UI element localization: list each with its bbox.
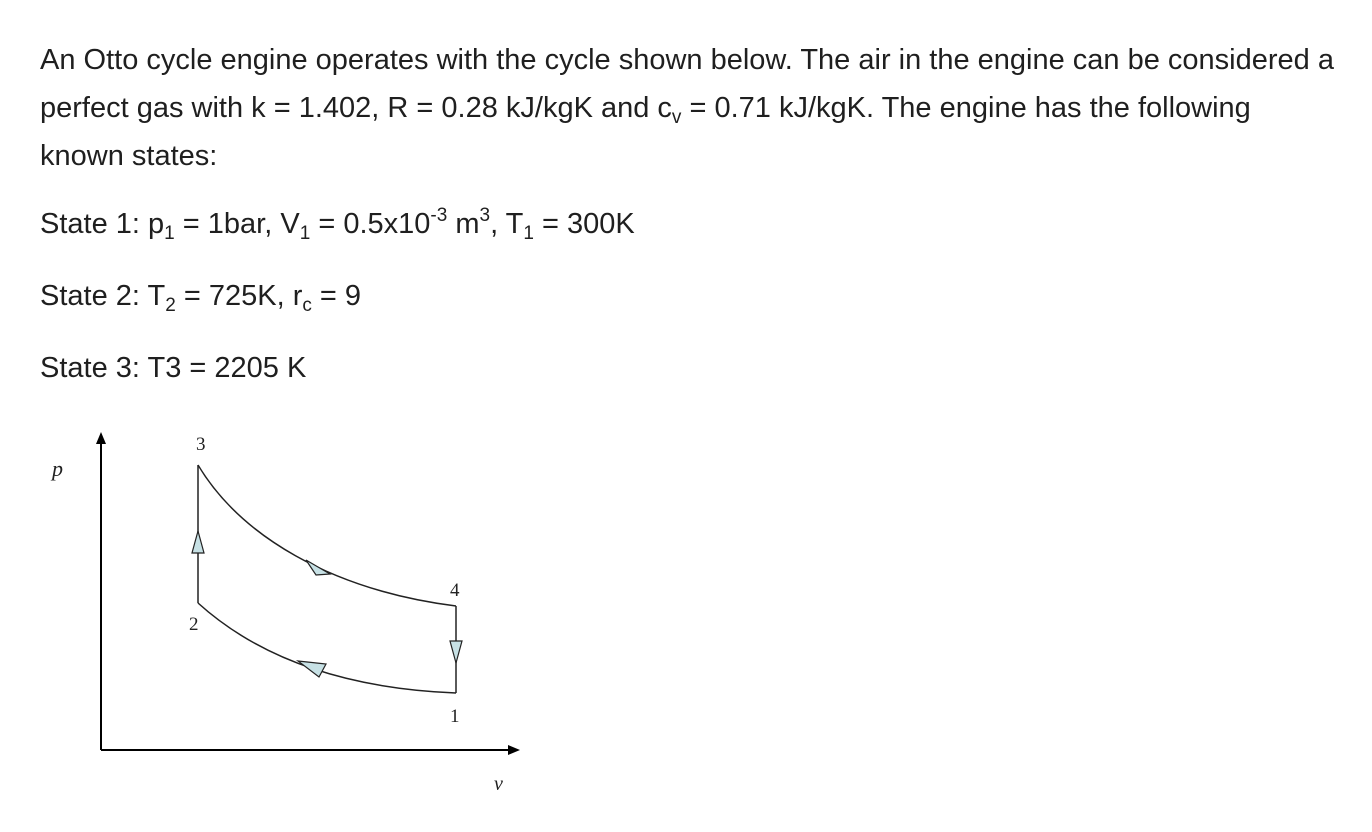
state-2-prefix: State 2: T: [40, 280, 166, 312]
state-1-unit: m: [447, 208, 480, 240]
intro-sub-v: v: [671, 107, 682, 128]
arrow-up-icon: [192, 531, 204, 553]
state-1-t-sub: 1: [523, 223, 534, 244]
arrow-expansion-icon: [306, 560, 330, 575]
process-3-4: [198, 465, 456, 606]
state-3-text: State 3: T3 = 2205 K: [40, 352, 307, 384]
state-1-v-sub: 1: [299, 223, 311, 244]
y-axis-label: p: [52, 456, 63, 481]
state-1-exp: -3: [430, 205, 448, 226]
state-1-p-val: = 1bar, V: [174, 208, 300, 240]
arrow-compression-icon: [298, 661, 326, 677]
point-label-4: 4: [450, 580, 460, 601]
state-1-prefix: State 1: p: [40, 208, 165, 240]
point-label-2: 2: [189, 614, 199, 635]
arrow-down-icon: [450, 641, 462, 663]
point-label-1: 1: [450, 706, 460, 727]
x-axis-label: v: [494, 773, 503, 795]
point-label-3: 3: [196, 434, 206, 455]
state-1-v-val: = 0.5x10: [310, 208, 431, 240]
state-1-t-val: = 300K: [533, 208, 635, 240]
state-1-p-sub: 1: [164, 223, 175, 244]
process-1-2: [198, 603, 456, 693]
state-2-r-sub: c: [302, 295, 312, 316]
state-2-t-sub: 2: [165, 295, 176, 316]
state-1-t-label: , T: [490, 208, 524, 240]
state-2-t-val: = 725K, r: [175, 280, 303, 312]
intro-text-1: An Otto cycle engine operates with the cycle shown below. The air in the engine can be considered a perfect gas with k = 1.402, R = 0.28 kJ/kgK and c: [40, 44, 1334, 124]
y-axis-arrow-icon: [96, 432, 106, 444]
state-2-r-val: = 9: [311, 280, 362, 312]
state-1-unit-exp: 3: [479, 205, 491, 226]
x-axis-arrow-icon: [508, 745, 520, 755]
intro-text-2: = 0.71 kJ/kgK. The engine has the following known states:: [40, 92, 1251, 172]
